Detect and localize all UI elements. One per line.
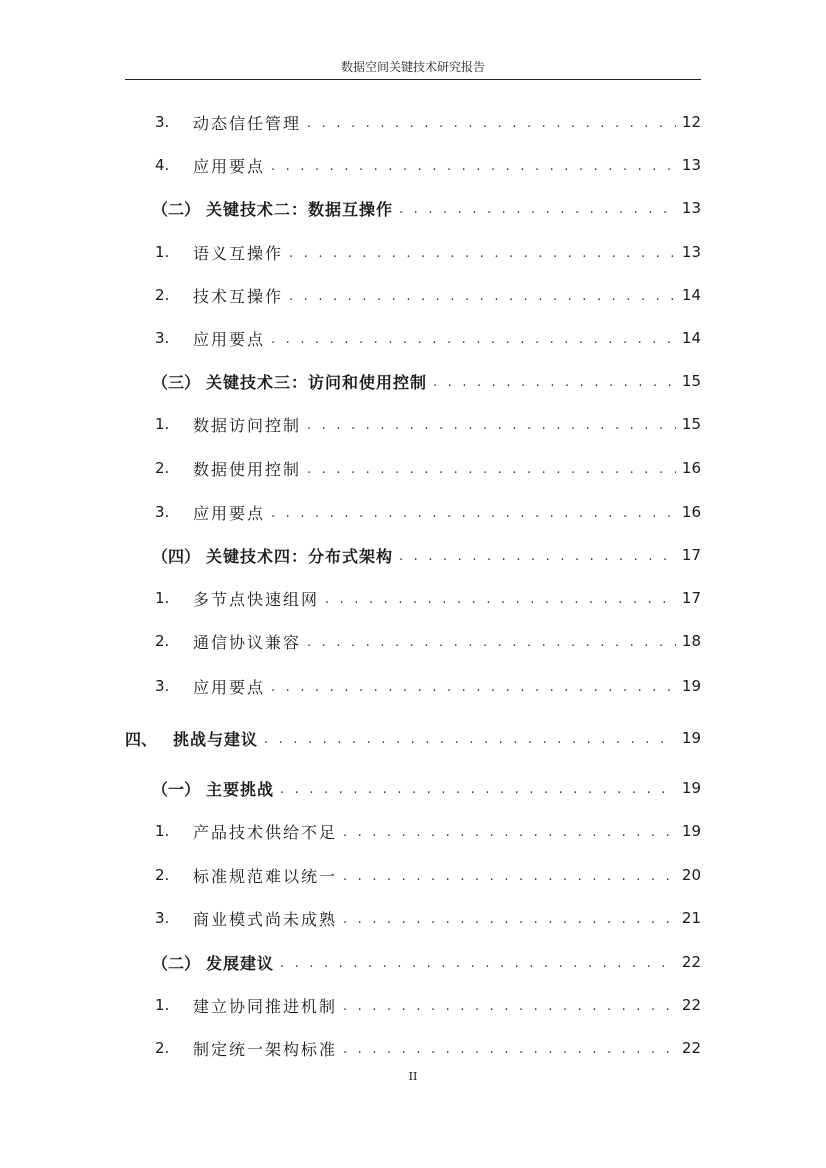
- toc-entry-page: 22: [681, 953, 701, 971]
- toc-entry-title: 通信协议兼容: [193, 632, 302, 652]
- toc-dot-leader: [271, 678, 676, 695]
- toc-entry-title: 动态信任管理: [193, 113, 302, 133]
- toc-entry-page: 13: [681, 243, 701, 261]
- toc-entry-title: 制定统一架构标准: [193, 1039, 338, 1059]
- toc-entry-number: 1.: [155, 415, 170, 433]
- toc-dot-leader: [280, 780, 676, 797]
- toc-entry-page: 16: [681, 503, 701, 521]
- toc-entry[interactable]: [152, 775, 701, 801]
- toc-entry-number: 3.: [155, 909, 170, 927]
- toc-entry[interactable]: [155, 455, 701, 481]
- toc-entry-page: 21: [681, 909, 701, 927]
- toc-dot-leader: [343, 910, 676, 927]
- toc-entry-number: 2.: [155, 459, 170, 477]
- toc-entry-page: 22: [681, 1039, 701, 1057]
- toc-entry-number: 1.: [155, 996, 170, 1014]
- toc-entry-number: （一）: [152, 779, 201, 799]
- toc-dot-leader: [307, 460, 676, 477]
- toc-entry-title: 发展建议: [206, 953, 275, 973]
- toc-entry-page: 19: [681, 729, 701, 747]
- toc-entry-number: 1.: [155, 822, 170, 840]
- toc-entry-number: 2.: [155, 632, 170, 650]
- toc-entry-number: （四）: [152, 546, 201, 566]
- toc-entry[interactable]: [155, 585, 701, 611]
- toc-entry-number: 四、: [125, 729, 158, 749]
- toc-entry[interactable]: [155, 282, 701, 308]
- toc-dot-leader: [271, 330, 676, 347]
- toc-entry-page: 14: [681, 286, 701, 304]
- toc-entry[interactable]: [155, 411, 701, 437]
- toc-entry[interactable]: [125, 725, 701, 751]
- toc-entry[interactable]: [155, 109, 701, 135]
- toc-dot-leader: [307, 114, 676, 131]
- toc-dot-leader: [280, 954, 676, 971]
- toc-entry[interactable]: [155, 628, 701, 654]
- toc-entry-page: 19: [681, 822, 701, 840]
- toc-entry[interactable]: [155, 239, 701, 265]
- running-header: 数据空间关键技术研究报告: [340, 60, 485, 74]
- toc-entry-number: （二）: [152, 199, 201, 219]
- toc-entry-number: 2.: [155, 286, 170, 304]
- toc-entry[interactable]: [155, 862, 701, 888]
- toc-entry-number: 3.: [155, 677, 170, 695]
- toc-dot-leader: [325, 590, 676, 607]
- toc-entry-page: 13: [681, 156, 701, 174]
- toc-entry-title: 数据使用控制: [193, 459, 302, 479]
- toc-entry-title: 数据访问控制: [193, 415, 302, 435]
- toc-entry-page: 15: [681, 372, 701, 390]
- toc-entry[interactable]: [152, 195, 701, 221]
- toc-dot-leader: [289, 244, 676, 261]
- toc-entry-title: 应用要点: [193, 503, 266, 523]
- toc-entry-number: 2.: [155, 1039, 170, 1057]
- toc-dot-leader: [271, 504, 676, 521]
- toc-dot-leader: [307, 633, 676, 650]
- toc-entry-number: 1.: [155, 243, 170, 261]
- toc-entry[interactable]: [155, 673, 701, 699]
- toc-entry-page: 13: [681, 199, 701, 217]
- toc-dot-leader: [343, 1040, 676, 1057]
- toc-entry-title: 挑战与建议: [173, 729, 259, 749]
- toc-entry-number: （二）: [152, 953, 201, 973]
- toc-entry[interactable]: [155, 499, 701, 525]
- toc-entry-title: 关键技术四：分布式架构: [206, 546, 394, 566]
- toc-entry-title: 关键技术三：访问和使用控制: [206, 372, 428, 392]
- toc-entry-title: 应用要点: [193, 677, 266, 697]
- toc-entry-title: 关键技术二：数据互操作: [206, 199, 394, 219]
- toc-entry-page: 14: [681, 329, 701, 347]
- toc-dot-leader: [264, 730, 676, 747]
- toc-entry-number: 3.: [155, 113, 170, 131]
- toc-entry[interactable]: [152, 949, 701, 975]
- toc-entry-page: 20: [681, 866, 701, 884]
- toc-entry-number: 3.: [155, 503, 170, 521]
- toc-entry-page: 19: [681, 779, 701, 797]
- toc-dot-leader: [399, 200, 676, 217]
- toc-entry-title: 应用要点: [193, 156, 266, 176]
- toc-entry-title: 商业模式尚未成熟: [193, 909, 338, 929]
- toc-entry-number: 1.: [155, 589, 170, 607]
- toc-entry-number: （三）: [152, 372, 201, 392]
- toc-dot-leader: [343, 867, 676, 884]
- toc-entry[interactable]: [155, 818, 701, 844]
- toc-dot-leader: [399, 547, 676, 564]
- toc-entry[interactable]: [155, 905, 701, 931]
- toc-dot-leader: [343, 997, 676, 1014]
- toc-entry[interactable]: [155, 325, 701, 351]
- toc-entry-title: 应用要点: [193, 329, 266, 349]
- toc-entry[interactable]: [155, 1035, 701, 1061]
- toc-entry-title: 标准规范难以统一: [193, 866, 338, 886]
- toc-entry-page: 15: [681, 415, 701, 433]
- toc-dot-leader: [289, 287, 676, 304]
- toc-entry[interactable]: [155, 992, 701, 1018]
- toc-entry[interactable]: [152, 542, 701, 568]
- toc-entry-page: 17: [681, 589, 701, 607]
- toc-entry-title: 建立协同推进机制: [193, 996, 338, 1016]
- toc-entry-number: 4.: [155, 156, 170, 174]
- toc-dot-leader: [433, 373, 676, 390]
- toc-entry[interactable]: [152, 368, 701, 394]
- toc-entry-page: 16: [681, 459, 701, 477]
- toc-entry-title: 语义互操作: [193, 243, 284, 263]
- toc-entry-number: 2.: [155, 866, 170, 884]
- toc-entry-title: 产品技术供给不足: [193, 822, 338, 842]
- toc-entry-number: 3.: [155, 329, 170, 347]
- toc-entry-title: 多节点快速组网: [193, 589, 320, 609]
- toc-dot-leader: [307, 416, 676, 433]
- page-number: II: [408, 1070, 418, 1083]
- toc-entry-page: 17: [681, 546, 701, 564]
- toc-entry-page: 22: [681, 996, 701, 1014]
- toc-entry-page: 12: [681, 113, 701, 131]
- toc-entry-title: 主要挑战: [206, 779, 275, 799]
- toc-entry[interactable]: [155, 152, 701, 178]
- toc-entry-title: 技术互操作: [193, 286, 284, 306]
- toc-entry-page: 19: [681, 677, 701, 695]
- toc-dot-leader: [271, 157, 676, 174]
- toc-dot-leader: [343, 823, 676, 840]
- toc-entry-page: 18: [681, 632, 701, 650]
